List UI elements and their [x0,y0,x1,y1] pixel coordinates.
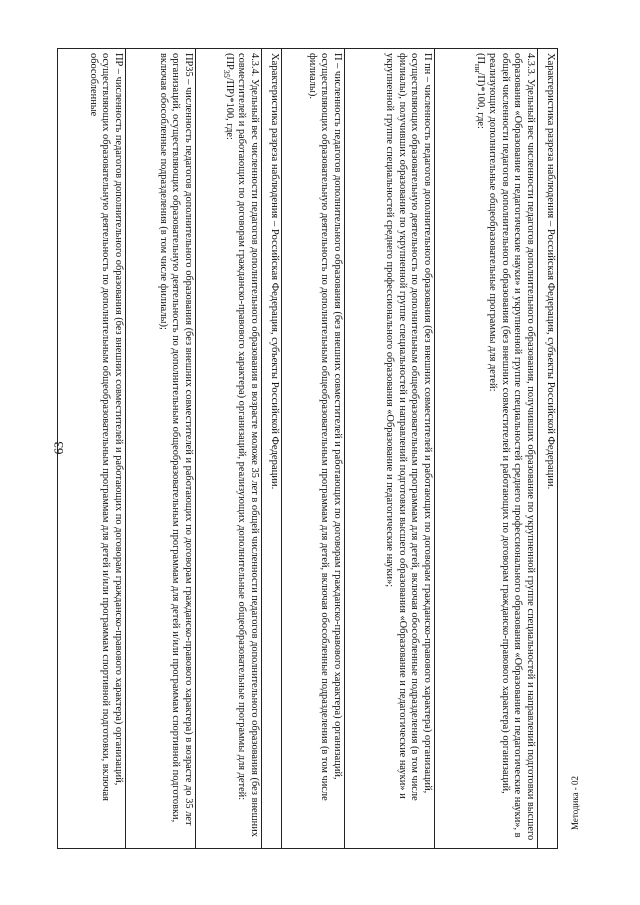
table-row [435,49,538,849]
table-row [262,49,282,849]
table-row [282,49,345,849]
row-text: П – численность педагогов дополнительного образования (без внешних совместителей и работающих по договорам гражданско-правового характера) организаций, осуществляющих образовательную деятельность по дополнительным общеобразовательным программам для детей, включая обособленные подразделения (в том числе филиалы). [307,53,343,801]
row-text: ПР35 – численность педагогов дополнительного образования (без внешних совместителей и работающих по договорам гражданско-правового характера) в возрасте до 35 лет организаций, осуществляющих образовательную деятельность по дополнительным общеобразовательным программам для детей и/или программам спортивной подготовки, включая обособленные подразделения (в том числе филиалы); [158,53,194,826]
row-text: ПР – численность педагогов дополнительного образования (без внешних совместителей и работающих по договорам гражданско-правового характера) организаций, осуществляющих образовательную деятельность по дополнительным общеобразовательным программам для детей и/или программам спортивной подготовки, включая обособленные [88,53,124,801]
table-row [196,49,262,849]
formula: $(ПР_{35}/ПР)*100$, где: [221,53,235,140]
row-text: 4.3.3. Удельный вес численности педагогов дополнительного образования, получивших образование по укрупненной группе специальностей и направлений подготовки высшего образования «Образование и педагогические науки» и укрупненной группе специальностей среднего профессионального образования «Образование и педагогические науки», в общей численности педагогов дополнительного образования (без внешних совместителей и работающих по договорам гражданско-правового характера) организаций, реализующих дополнительные общеобразовательные программы для детей: [487,53,536,841]
footer-label: Методика - 02 [570,775,580,830]
row-text: Характеристика разреза наблюдения – Российская Федерация, субъекты Российской Федерации. [269,53,280,490]
document-table-rotated [58,48,558,848]
table-row [345,49,435,849]
table-row [538,49,558,849]
table-row [58,49,126,849]
page-number: 63 [51,441,66,455]
formula: $(П_{пн}/П)*100$, где: [472,53,486,129]
document-table [57,48,558,849]
row-text: Характеристика разреза наблюдения – Российская Федерация, субъекты Российской Федерации. [545,53,556,490]
row-text: П пн – численность педагогов дополнительного образования (без внешних совместителей и работающих по договорам гражданско-правового характера) организаций, осуществляющих образовательную деятельность по дополнительным общеобразовательным программам для детей, включая обособленные подразделения (в том числе филиалы), получивших образование по укрупненной группе специальностей и направлений подготовки высшего образования «Образование и педагогические науки» и укрупненной группе специальностей среднего профессионального образования «Образование и педагогические науки»; [384,53,433,801]
row-text: 4.3.4. Удельный вес численности педагогов дополнительного образования в возрасте моложе 35 лет в общей численности педагогов дополнительного образования (без внешних совместителей и работающих по договорам гражданско-правового характера) организаций, реализующих дополнительные общеобразовательные программы для детей: [236,53,260,837]
table-row [126,49,196,849]
